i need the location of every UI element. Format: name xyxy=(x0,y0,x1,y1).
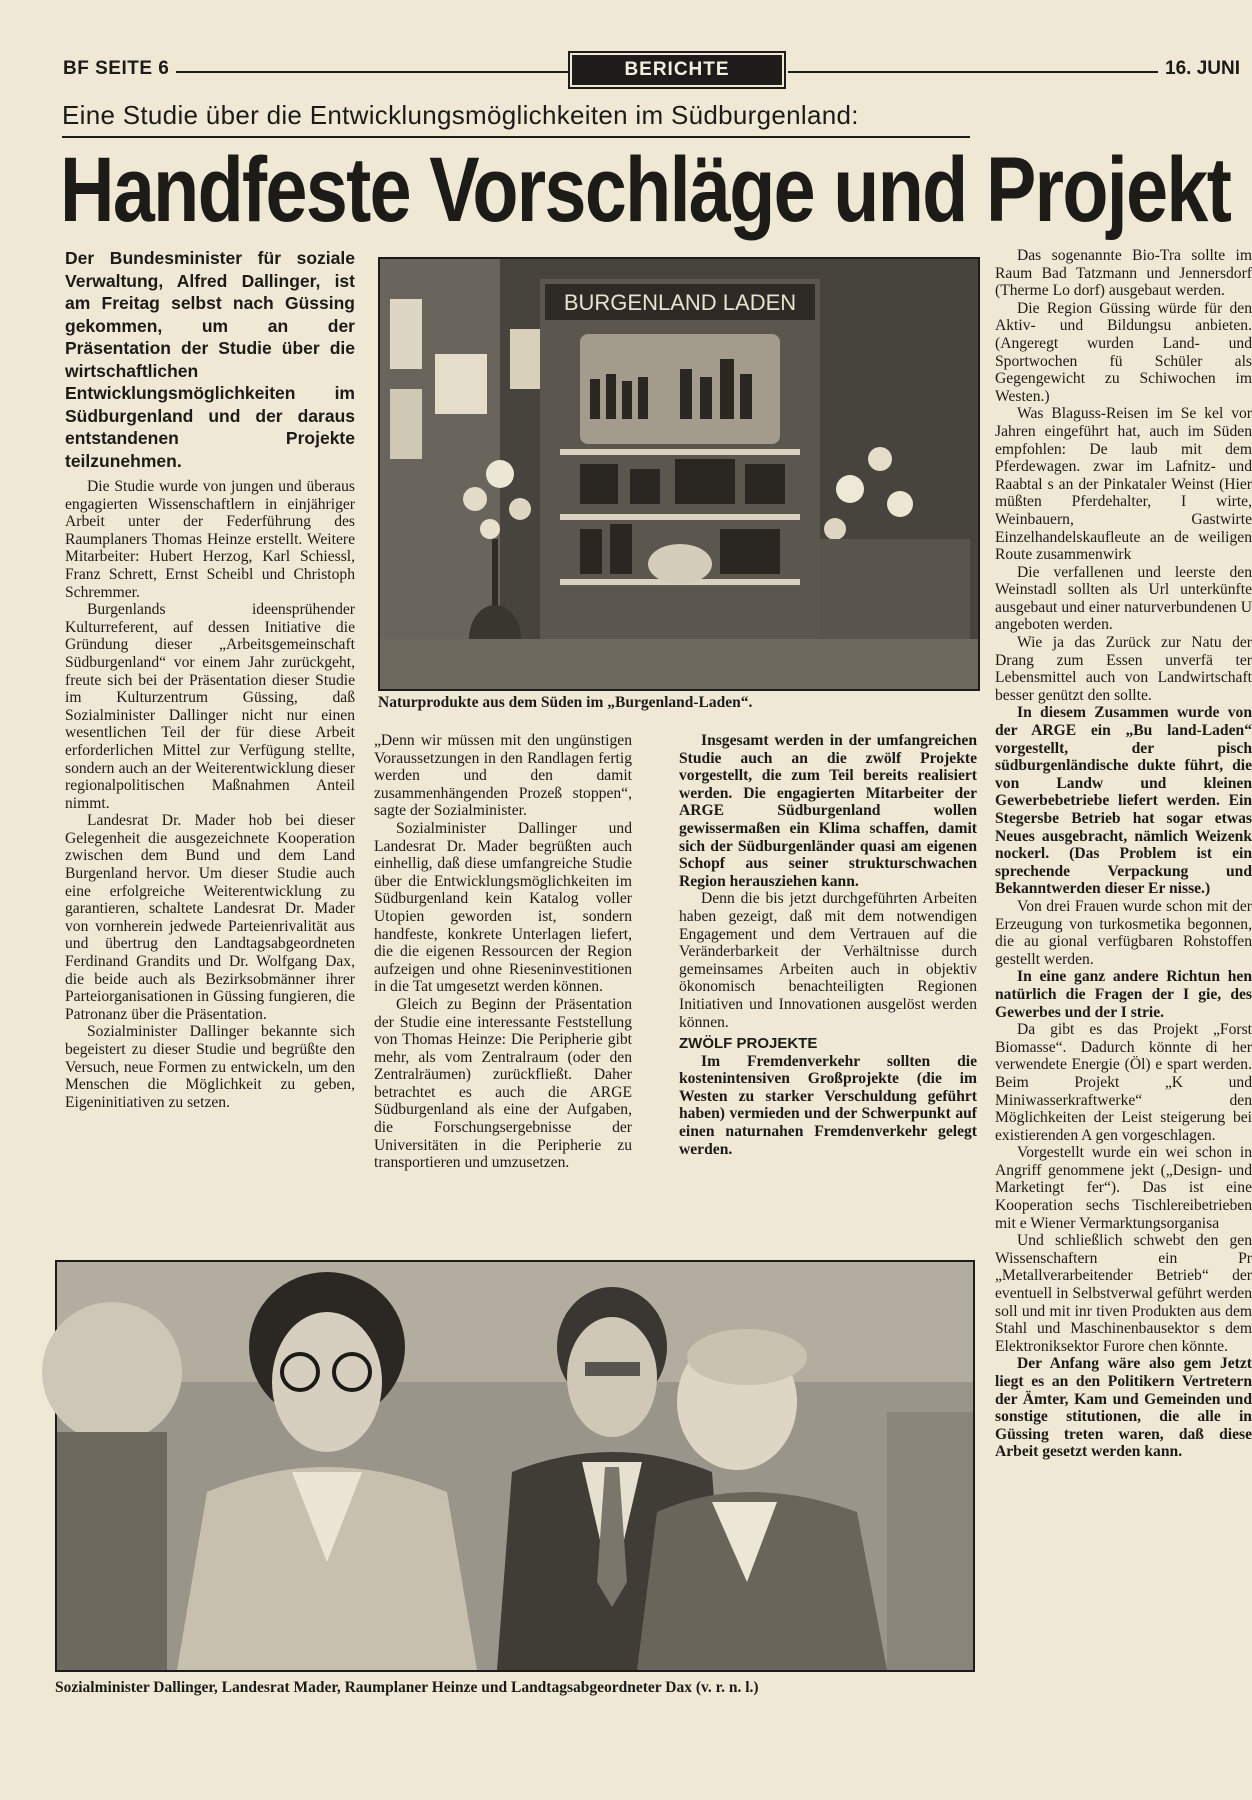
paragraph: Die Studie wurde von jungen und überaus engagierten Wissenschaftlern in einjähriger Arbeit unter der Federführung des Raumplaners Thomas Heinze erstellt. Weitere Mitarbeiter: Hubert Herzog, Karl Schiessl, Franz Schrett, Ernst Scheibl und Christoph Schremmer. xyxy=(65,478,355,601)
section-badge: BERICHTE xyxy=(572,55,782,85)
paragraph: Sozialminister Dallinger und Landesrat Dr. Mader begrüßten auch einhellig, daß diese umfangreiche Studie über die Entwicklungsmöglichkeiten im Südburgenland kein Katalog voller Utopien geworden ist, sondern handfeste, konkrete Unterlagen liefert, die die eigenen Ressourcen der Region aufzeigen und ohne Rieseninvestitionen in die Tat umgesetzt werden können. xyxy=(374,819,632,996)
group-photo-illustration xyxy=(57,1262,973,1670)
paragraph: Da gibt es das Projekt „Forst Biomasse“. Dadurch könnte di her verwendete Energie (Öl) e spart werden. Beim Projekt „K und Miniwasserkraftwerke“ den Möglichkeiten der Leist steigerung bei existierenden A gen vorgeschlagen. xyxy=(995,1021,1252,1144)
article-column-2 xyxy=(374,732,632,1172)
paragraph: Was Blaguss-Reisen im Se kel vor Jahren eingeführt hat, auch im Süden empfohlen: De laub mit dem Pferdewagen. zwar im Lafnitz- und Raabtal s an der Pinkataler Weinst (Hier müßten Pferdehalter, I wirte, Weinbauern, Gastwirte Einzelhandelskaufleute an de weiligen Route zusammenwirk xyxy=(995,405,1252,564)
paragraph: Die verfallenen und leerste den Weinstadl sollten als Url unterkünfte ausgebaut und einer naturverbundenen U angeboten werden. xyxy=(995,563,1252,634)
paragraph: Vorgestellt wurde ein wei schon in Angriff genommene jekt („Design- und Marketingt fer“). Das ist eine Kooperation sechs Tischlereibetrieben mit e Wiener Vermarktungsorganisa xyxy=(995,1144,1252,1232)
paragraph: Im Fremdenverkehr sollten die kostenintensiven Großprojekte (die im Westen zu starker Verschuldung geführt haben) vermieden und der Schwerpunkt auf einen naturnahen Fremdenverkehr gelegt werden. xyxy=(679,1052,977,1158)
shop-display-photo xyxy=(378,257,980,691)
article-column-3 xyxy=(679,732,977,1158)
paragraph: Insgesamt werden in der umfangreichen Studie auch an die zwölf Projekte vorgestellt, die zum Teil bereits realisiert werden. Die engagierten Mitarbeiter der ARGE Südburgenland wollen gewissermaßen ein Klima schaffen, damit sich der Südburgenländer quasi am eigenen Schopf aus seiner strukturschwachen Region herausziehen kann. xyxy=(679,732,977,890)
lead-paragraph: Der Bundesminister für soziale Verwaltung, Alfred Dallinger, ist am Freitag selbst nach Güssing gekommen, um an der Präsentation der Studie über die wirtschaftlichen Entwicklungsmöglichkeiten im Südburgenland und der daraus entstandenen Projekte teilzunehmen. xyxy=(65,248,355,471)
paragraph: Von drei Frauen wurde schon mit der Erzeugung von turkosmetika begonnen, die au gional verfügbaren Rohstoffen gestellt werden. xyxy=(995,897,1252,968)
paragraph: Das sogenannte Bio-Tra sollte im Raum Bad Tatzmann und Jennersdorf (Therme Lo dorf) ausgebaut werden. xyxy=(995,247,1252,300)
photo-caption-group: Sozialminister Dallinger, Landesrat Mader, Raumplaner Heinze und Landtagsabgeordneter Dax (v. r. n. l.) xyxy=(55,1679,759,1696)
paragraph: „Denn wir müssen mit den ungünstigen Voraussetzungen in den Randlagen fertig werden und den damit zusammenhängenden Prozeß stoppen“, sagte der Sozialminister. xyxy=(374,732,632,820)
issue-date: 16. JUNI xyxy=(1165,58,1240,79)
paragraph: Wie ja das Zurück zur Natu der Drang zum Essen unverfä ter Lebensmittel auch von Landwirtschaft besser genützt den sollte. xyxy=(995,634,1252,704)
paragraph: Denn die bis jetzt durchgeführten Arbeiten haben gezeigt, daß mit dem notwendigen Engagement und dem Vertrauen auf die Veränderbarkeit der Verhältnisse durch gemeinsames Arbeiten auch in objektiv ökonomisch benachteiligten Regionen Initiativen und Innovationen ausgelöst werden können. xyxy=(679,890,977,1031)
headline: Handfeste Vorschläge und Projekt xyxy=(60,139,1231,241)
shop-display-illustration xyxy=(380,259,978,689)
paragraph: Der Anfang wäre also gem Jetzt liegt es an den Politikern Vertretern der Ämter, Kam und Gemeinden und sonstige stitutionen, die alle in Güssing treten waren, daß diese Arbeit gesetzt werden kann. xyxy=(995,1355,1252,1461)
page-section-label: BF SEITE 6 xyxy=(63,58,170,79)
paragraph: Die Region Güssing würde für den Aktiv- und Bildungsu anbieten. (Angeregt wurden Land- und Sportwochen fü Schüler als Gegengewicht zu Schiwochen im Westen.) xyxy=(995,299,1252,405)
shop-sign-text: BURGENLAND LADEN xyxy=(563,290,797,315)
article-column-4 xyxy=(995,247,1252,1667)
paragraph: Burgenlands ideensprühender Kulturreferent, auf dessen Initiative die Gründung dieser „Arbeitsgemeinschaft Südburgenland“ vor einem Jahr zurückgeht, freute sich bei der Präsentation dieser Studie im Kulturzentrum Güssing, daß Sozialminister Dallinger nicht nur einen wesentlichen Teil der für diese Arbeit erforderlichen Mittel zur Verfügung stellte, sondern auch an der Weiterentwicklung dieser regionalpolitischen Maßnahmen Anteil nimmt. xyxy=(65,601,355,812)
paragraph: In diesem Zusammen wurde von der ARGE ein „Bu land-Laden“ vorgestellt, der pisch südburgenländische dukte führt, die von Landw und kleinen Gewerbebetriebe liefert werden. Ein Stegersbe Betrieb hat sogar etwas Neues ausgebracht, nämlich Weizenk nockerl. (Das Problem ist ein sprechende Verpackung und Bekanntwerden dieser Er nisse.) xyxy=(995,704,1252,898)
subheading: ZWÖLF PROJEKTE xyxy=(679,1035,818,1053)
header-rule-right xyxy=(788,71,1158,73)
paragraph: Und schließlich schwebt den gen Wissenschaftern ein Pr „Metallverarbeitender Betrieb“ der eventuell in Selbstverwal geführt werden soll und mit inr tiven Produkten aus dem Stahl und Maschinenbausektor s dem Elektroniksektor Furore chen könnte. xyxy=(995,1232,1252,1355)
paragraph: Landesrat Dr. Mader hob bei dieser Gelegenheit die ausgezeichnete Kooperation zwischen dem Bund und dem Land Burgenland hervor. Um dieser Studie auch eine erfolgreiche Weiterentwicklung zu garantieren, schaltete Landesrat Dr. Mader von vornherein jedwede Parteienrivalität aus und übertrug den Landtagsabgeordneten Ferdinand Grandits und Dr. Wolfgang Dax, die beide auch als Bezirksobmänner ihrer Parteiorganisationen in Güssing fungieren, die Patronanz über die Präsentation. xyxy=(65,812,355,1023)
paragraph: Sozialminister Dallinger bekannte sich begeistert zu dieser Studie und begrüßte den Versuch, neue Formen zu entwickeln, um den Menschen die Möglichkeit zu geben, Eigeninitiativen zu setzen. xyxy=(65,1023,355,1111)
paragraph: Gleich zu Beginn der Präsentation der Studie eine interessante Feststellung von Thomas Heinze: Die Peripherie gibt mehr, als vom Zentralraum (oder den Zentralräumen) zurückfließt. Daher betrachtet es auch die ARGE Südburgenland als eine der Aufgaben, die Forschungsergebnisse der Universitäten in die Peripherie zu transportieren und umzusetzen. xyxy=(374,995,632,1172)
photo-caption-shop: Naturprodukte aus dem Süden im „Burgenland-Laden“. xyxy=(378,694,753,711)
paragraph: In eine ganz andere Richtun hen natürlich die Fragen der I gie, des Gewerbes und der I strie. xyxy=(995,968,1252,1021)
article-column-1 xyxy=(65,247,355,1111)
group-photo xyxy=(55,1260,975,1672)
kicker-line: Eine Studie über die Entwicklungsmöglichkeiten im Südburgenland: xyxy=(62,100,859,130)
header-rule-left xyxy=(176,71,568,73)
